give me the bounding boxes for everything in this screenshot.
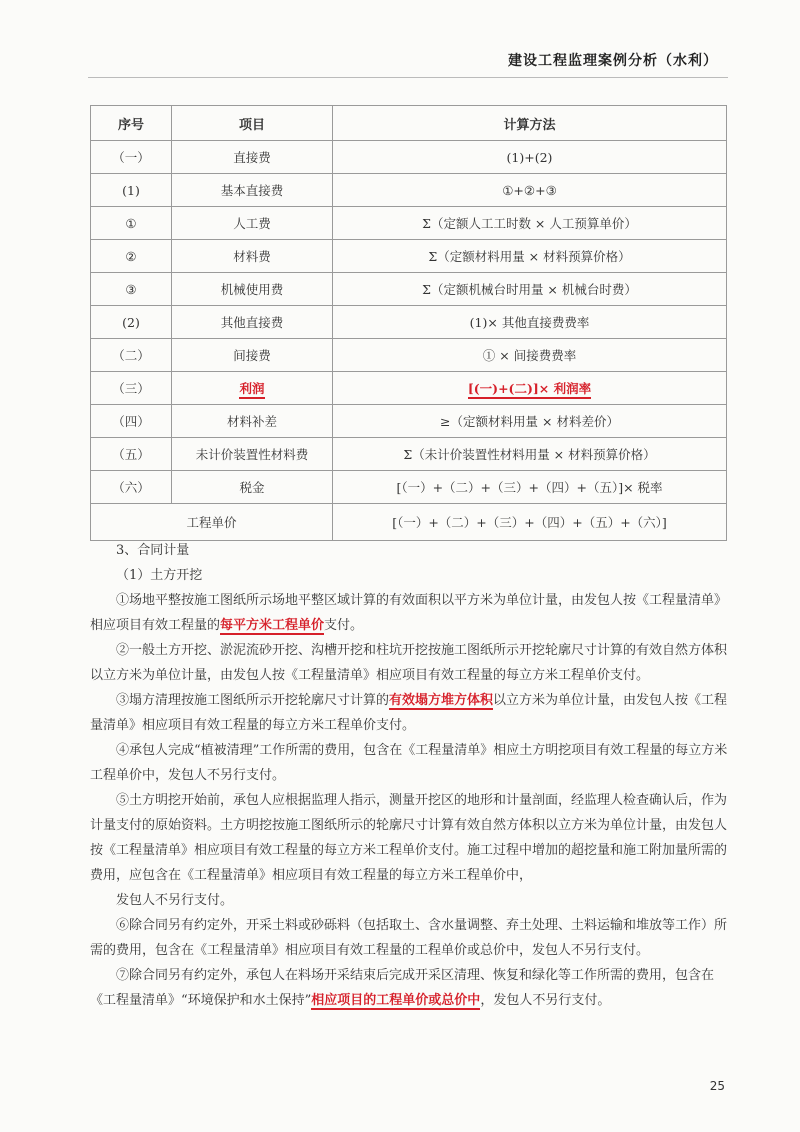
row-method: ①+②+③	[333, 174, 727, 207]
row-method: (1)× 其他直接费费率	[333, 306, 727, 339]
row-no: （二）	[91, 339, 172, 372]
cost-table	[90, 105, 727, 541]
row-no: ③	[91, 273, 172, 306]
profit-item-highlight: 利润	[239, 381, 264, 399]
page-number: 25	[709, 1079, 725, 1093]
row-method: Σ（未计价装置性材料用量 × 材料预算价格）	[333, 438, 727, 471]
table-row	[91, 339, 727, 372]
row-item: 其他直接费	[172, 306, 333, 339]
row-no: （四）	[91, 405, 172, 438]
paragraph-7: ⑦除合同另有约定外，承包人在料场开采结束后完成开采区清理、恢复和绿化等工作所需的费用，包含在《工程量清单》“环境保护和水土保持”相应项目的工程单价或总价中，发包人不另行支付。	[90, 968, 715, 1008]
table-row	[91, 306, 727, 339]
row-item: 人工费	[172, 207, 333, 240]
row-method: Σ（定额机械台时用量 × 机械台时费）	[333, 273, 727, 306]
row-no: （六）	[91, 471, 172, 504]
paragraph-5-continued: 发包人不另行支付。	[116, 893, 234, 908]
row-no: （五）	[91, 438, 172, 471]
table-row	[91, 471, 727, 504]
total-method: [（一）+（二）+（三）+（四）+（五）+（六）]	[333, 504, 727, 541]
profit-method-highlight: [(一)+(二)]× 利润率	[468, 381, 591, 399]
row-method: Σ（定额人工工时数 × 人工预算单价）	[333, 207, 727, 240]
row-no: (2)	[91, 306, 172, 339]
paragraph-2: ②一般土方开挖、淤泥流砂开挖、沟槽开挖和柱坑开挖按施工图纸所示开挖轮廓尺寸计算的有效自然方体积以立方米为单位计量，由发包人按《工程量清单》相应项目有效工程量的每立方米工程单价支付。	[90, 643, 728, 683]
col-header-item: 项目	[172, 106, 333, 141]
col-header-method: 计算方法	[333, 106, 727, 141]
table-row-profit	[91, 372, 727, 405]
row-item: 材料费	[172, 240, 333, 273]
row-no: ②	[91, 240, 172, 273]
row-item: 税金	[172, 471, 333, 504]
highlight-unit-or-total-price: 相应项目的工程单价或总价中	[311, 993, 481, 1008]
table-row	[91, 174, 727, 207]
paragraph-4: ④承包人完成“植被清理”工作所需的费用，包含在《工程量清单》相应土方明挖项目有效工程量的每立方米工程单价中，发包人不另行支付。	[90, 743, 728, 783]
row-item: 材料补差	[172, 405, 333, 438]
row-item: 间接费	[172, 339, 333, 372]
row-item: 未计价装置性材料费	[172, 438, 333, 471]
header-divider	[88, 77, 728, 78]
table-header-row	[91, 106, 727, 141]
row-item: 基本直接费	[172, 174, 333, 207]
contract-measurement-section	[90, 538, 730, 1013]
row-item: 直接费	[172, 141, 333, 174]
col-header-no: 序号	[91, 106, 172, 141]
section-heading: 3、合同计量	[116, 543, 190, 558]
row-no: （三）	[91, 372, 172, 405]
paragraph-1: ①场地平整按施工图纸所示场地平整区域计算的有效面积以平方米为单位计量，由发包人按《工程量清单》相应项目有效工程量的每平方米工程单价支付。	[90, 593, 728, 633]
table-row	[91, 141, 727, 174]
table-row	[91, 405, 727, 438]
paragraph-5: ⑤土方明挖开始前，承包人应根据监理人指示，测量开挖区的地形和计量剖面，经监理人检查确认后，作为计量支付的原始资料。土方明挖按施工图纸所示的轮廓尺寸计算有效自然方体积以立方米为单位计量，由发包人按《工程量清单》相应项目有效工程量的每立方米工程单价支付。施工过程中增加的超挖量和施工附加量所需的费用，应包含在《工程量清单》相应项目有效工程量的每立方米工程单价中，	[90, 793, 728, 883]
total-item: 工程单价	[91, 504, 333, 541]
table-row-total	[91, 504, 727, 541]
row-method: Σ（定额材料用量 × 材料预算价格）	[333, 240, 727, 273]
paragraph-6: ⑥除合同另有约定外，开采土料或砂砾料（包括取土、含水量调整、弃土处理、土料运输和堆放等工作）所需的费用，包含在《工程量清单》相应项目有效工程量的工程单价或总价中，发包人不另行支付。	[90, 918, 728, 958]
paragraph-3: ③塌方清理按施工图纸所示开挖轮廓尺寸计算的有效塌方堆方体积以立方米为单位计量，由发包人按《工程量清单》相应项目有效工程量的每立方米工程单价支付。	[90, 693, 728, 733]
row-no: （一）	[91, 141, 172, 174]
subsection-heading: （1）土方开挖	[116, 568, 203, 583]
row-method: ① × 间接费费率	[333, 339, 727, 372]
row-method: ≥（定额材料用量 × 材料差价）	[333, 405, 727, 438]
row-method: (1)+(2)	[333, 141, 727, 174]
table-row	[91, 240, 727, 273]
highlight-collapse-volume: 有效塌方堆方体积	[389, 693, 494, 708]
row-no: (1)	[91, 174, 172, 207]
table-row	[91, 273, 727, 306]
page-header-title: 建设工程监理案例分析（水利）	[508, 53, 718, 69]
row-item: 机械使用费	[172, 273, 333, 306]
row-no: ①	[91, 207, 172, 240]
row-method: [（一）+（二）+（三）+（四）+（五）]× 税率	[333, 471, 727, 504]
table-row	[91, 207, 727, 240]
highlight-square-meter-price: 每平方米工程单价	[220, 618, 325, 633]
table-row	[91, 438, 727, 471]
